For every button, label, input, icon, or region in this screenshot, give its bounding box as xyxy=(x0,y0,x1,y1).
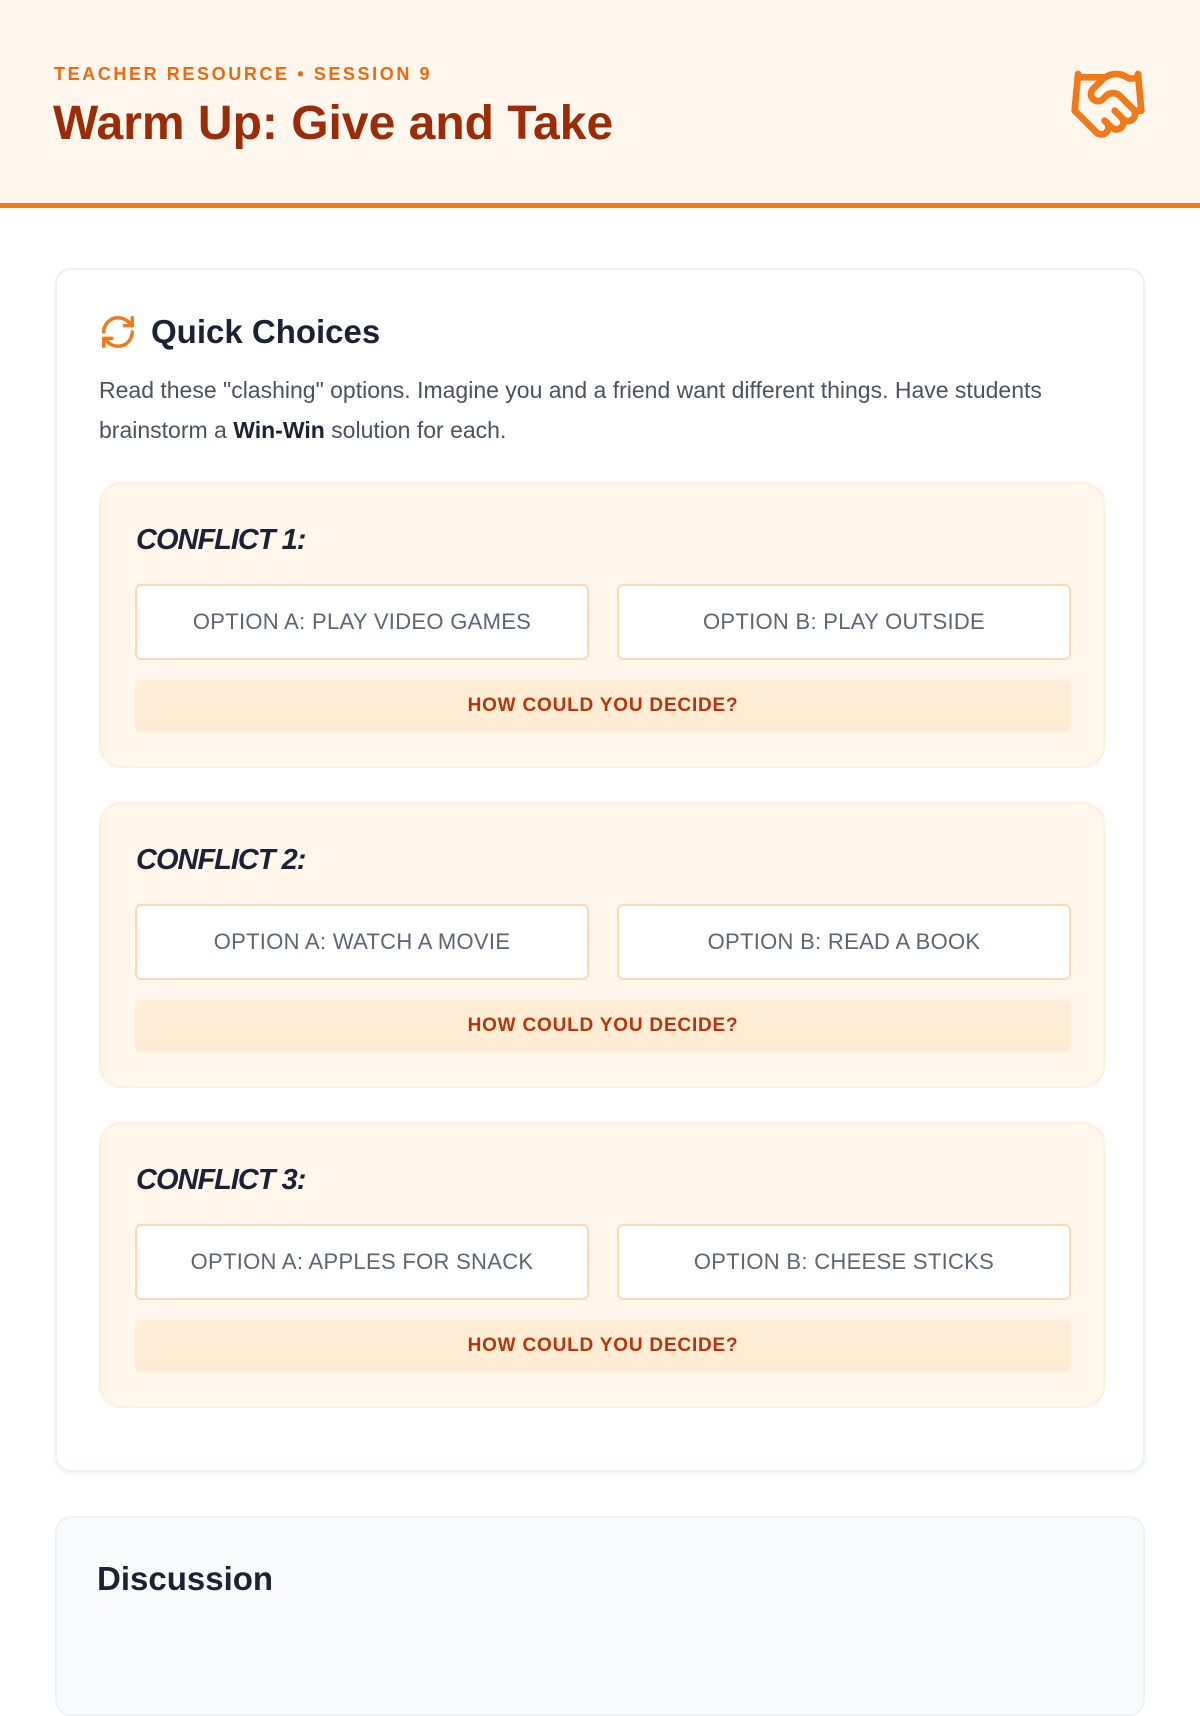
refresh-icon xyxy=(99,313,137,351)
quick-choices-card xyxy=(55,268,1145,1472)
option-a-box: OPTION A: WATCH A MOVIE xyxy=(135,904,589,980)
handshake-icon xyxy=(1068,64,1148,144)
conflict-card-2 xyxy=(99,802,1105,1088)
conflict-label: CONFLICT 1: xyxy=(136,524,306,556)
decide-prompt: HOW COULD YOU DECIDE? xyxy=(135,680,1071,732)
conflict-card-1 xyxy=(99,482,1105,768)
option-b-box: OPTION B: READ A BOOK xyxy=(617,904,1071,980)
option-a-box: OPTION A: APPLES FOR SNACK xyxy=(135,1224,589,1300)
option-b-box: OPTION B: CHEESE STICKS xyxy=(617,1224,1071,1300)
page-header xyxy=(0,0,1200,208)
description-text: Read these "clashing" options. Imagine you and a friend want different things. Have students brainstorm a xyxy=(99,377,1042,443)
discussion-title: Discussion xyxy=(97,1560,274,1597)
session-eyebrow: TEACHER RESOURCE • SESSION 9 xyxy=(54,64,433,84)
option-b-box: OPTION B: PLAY OUTSIDE xyxy=(617,584,1071,660)
card-description xyxy=(99,370,1109,450)
decide-prompt: HOW COULD YOU DECIDE? xyxy=(135,1000,1071,1052)
option-a-box: OPTION A: PLAY VIDEO GAMES xyxy=(135,584,589,660)
description-emphasis: Win-Win xyxy=(233,417,325,443)
quick-choices-heading xyxy=(99,312,380,352)
decide-prompt: HOW COULD YOU DECIDE? xyxy=(135,1320,1071,1372)
discussion-card xyxy=(55,1516,1145,1716)
description-text-end: solution for each. xyxy=(324,417,507,443)
conflict-card-3 xyxy=(99,1122,1105,1408)
conflict-label: CONFLICT 2: xyxy=(136,844,306,876)
card-title: Quick Choices xyxy=(151,313,381,350)
page-title: Warm Up: Give and Take xyxy=(53,97,614,150)
conflict-label: CONFLICT 3: xyxy=(136,1164,306,1196)
